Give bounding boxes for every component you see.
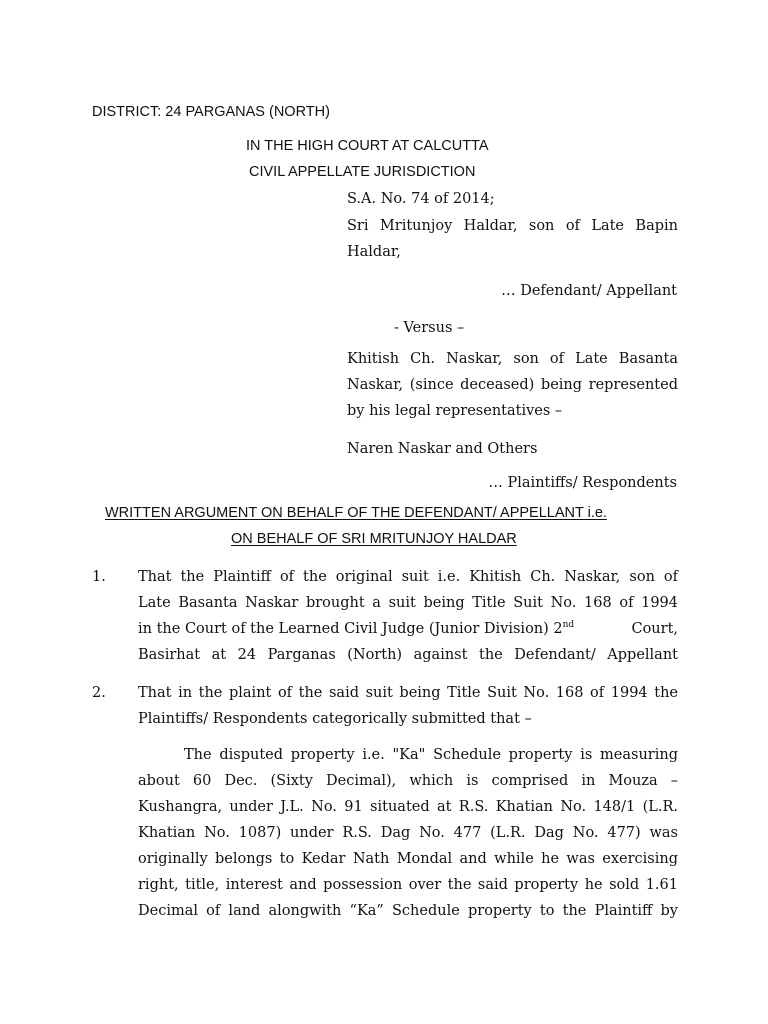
quote-line6: right, title, interest and possession over the said property he sold 1.61 (138, 877, 678, 893)
paragraph-1-number: 1. (92, 569, 106, 585)
quote-line3: Kushangra, under J.L. No. 91 situated at R.S. Khatian No. 148/1 (L.R. (138, 799, 678, 815)
paragraph-1-line2: Late Basanta Naskar brought a suit being Title Suit No. 168 of 1994 (138, 595, 678, 611)
respondent-line4: Naren Naskar and Others (347, 441, 538, 457)
quote-line1: The disputed property i.e. "Ka" Schedule property is measuring (184, 747, 678, 763)
respondent-line3: by his legal representatives – (347, 403, 563, 419)
versus-label: - Versus – (394, 320, 465, 336)
paragraph-1-line3-text: in the Court of the Learned Civil Judge (Junior Division) 2nd (138, 620, 575, 637)
ordinal-superscript: nd (562, 620, 575, 631)
paragraph-1-line4: Basirhat at 24 Parganas (North) against the Defendant/ Appellant (138, 647, 678, 663)
respondent-line2: Naskar, (since deceased) being represented (347, 377, 678, 393)
paragraph-2-number: 2. (92, 685, 106, 701)
respondent-line1: Khitish Ch. Naskar, son of Late Basanta (347, 351, 678, 367)
respondent-role: … Plaintiffs/ Respondents (488, 475, 677, 491)
quote-line4: Khatian No. 1087) under R.S. Dag No. 477 (L.R. Dag No. 477) was (138, 825, 678, 841)
quote-line2: about 60 Dec. (Sixty Decimal), which is comprised in Mouza – (138, 773, 678, 789)
district-heading: DISTRICT: 24 PARGANAS (NORTH) (92, 104, 330, 120)
court-heading: IN THE HIGH COURT AT CALCUTTA (246, 138, 489, 154)
paragraph-1-line3 (138, 620, 678, 638)
paragraph-2-line2: Plaintiffs/ Respondents categorically submitted that – (138, 711, 532, 727)
jurisdiction-heading: CIVIL APPELLATE JURISDICTION (249, 164, 476, 180)
appellant-role: … Defendant/ Appellant (501, 283, 677, 299)
case-number: S.A. No. 74 of 2014; (347, 191, 495, 207)
appellant-name-line1: Sri Mritunjoy Haldar, son of Late Bapin (347, 218, 678, 234)
quote-line5: originally belongs to Kedar Nath Mondal and while he was exercising (138, 851, 678, 867)
argument-title-line2: ON BEHALF OF SRI MRITUNJOY HALDAR (231, 531, 517, 547)
paragraph-1-line1: That the Plaintiff of the original suit i.e. Khitish Ch. Naskar, son of (138, 569, 678, 585)
paragraph-2-line1: That in the plaint of the said suit being Title Suit No. 168 of 1994 the (138, 685, 678, 701)
appellant-name-line2: Haldar, (347, 244, 401, 260)
paragraph-1-line3-tail: Court, (631, 621, 678, 637)
quote-line7: Decimal of land alongwith “Ka” Schedule property to the Plaintiff by (138, 903, 678, 919)
argument-title-line1: WRITTEN ARGUMENT ON BEHALF OF THE DEFENDANT/ APPELLANT i.e. (105, 505, 607, 521)
